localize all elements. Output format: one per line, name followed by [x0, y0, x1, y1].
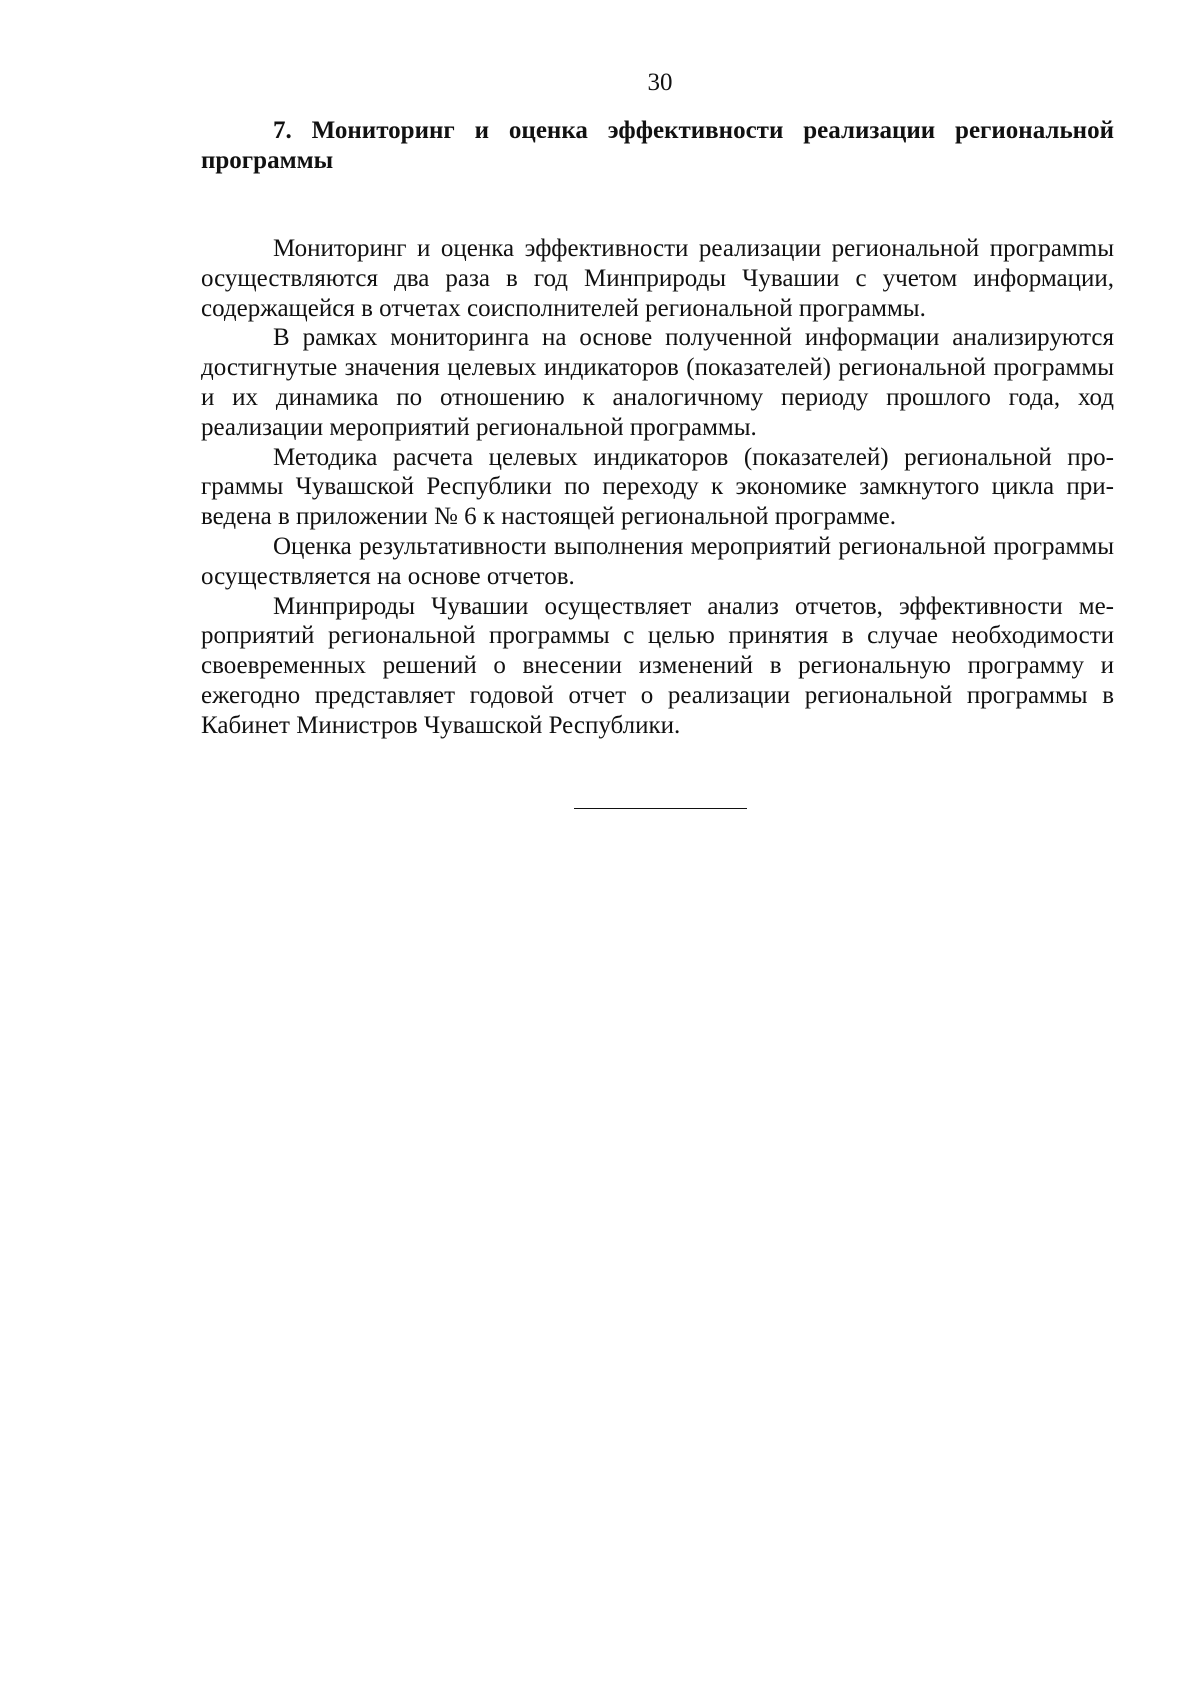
paragraph-annual-report: Минприроды Чувашии осуществляет анализ отчетов, эффективности мероприятий региональной программы с целью принятия в случае необходимости своевременных решений о внесении изменений в региональную программу и ежегодно представляет годовой отчет о реализации региональной программы в Кабинет Министров Чувашской Республики. — [201, 592, 1114, 739]
section-body — [201, 234, 1114, 741]
paragraph-performance-evaluation: Оценка результативности выполнения мероприятий региональной программы осуществляется на основе отчетов. — [201, 532, 1114, 590]
section-title: 7. Мониторинг и оценка эффективности реализации региональной программы — [201, 117, 1114, 174]
paragraph-methodology: Методика расчета целевых индикаторов (показателей) региональной программы Чувашской Республики по переходу к экономике замкнутого цикла приведена в приложении № 6 к настоящей региональной программе. — [201, 443, 1114, 531]
paragraph-monitoring-frequency: Мониторинг и оценка эффективности реализации региональной програмmы осуществляются два раза в год Минприроды Чувашии с учетом информации, содержащейся в отчетах соисполнителей региональной программы. — [201, 235, 1114, 322]
paragraph-monitoring-scope: В рамках мониторинга на основе полученной информации анализируются достигнутые значения целевых индикаторов (показателей) региональной программы и их динамика по отношению к аналогичному периоду прошлого года, ход реализации мероприятий региональной программы. — [201, 324, 1114, 441]
document-content — [201, 116, 1114, 741]
page-number: 30 — [647, 69, 673, 96]
end-separator-line — [574, 808, 747, 809]
